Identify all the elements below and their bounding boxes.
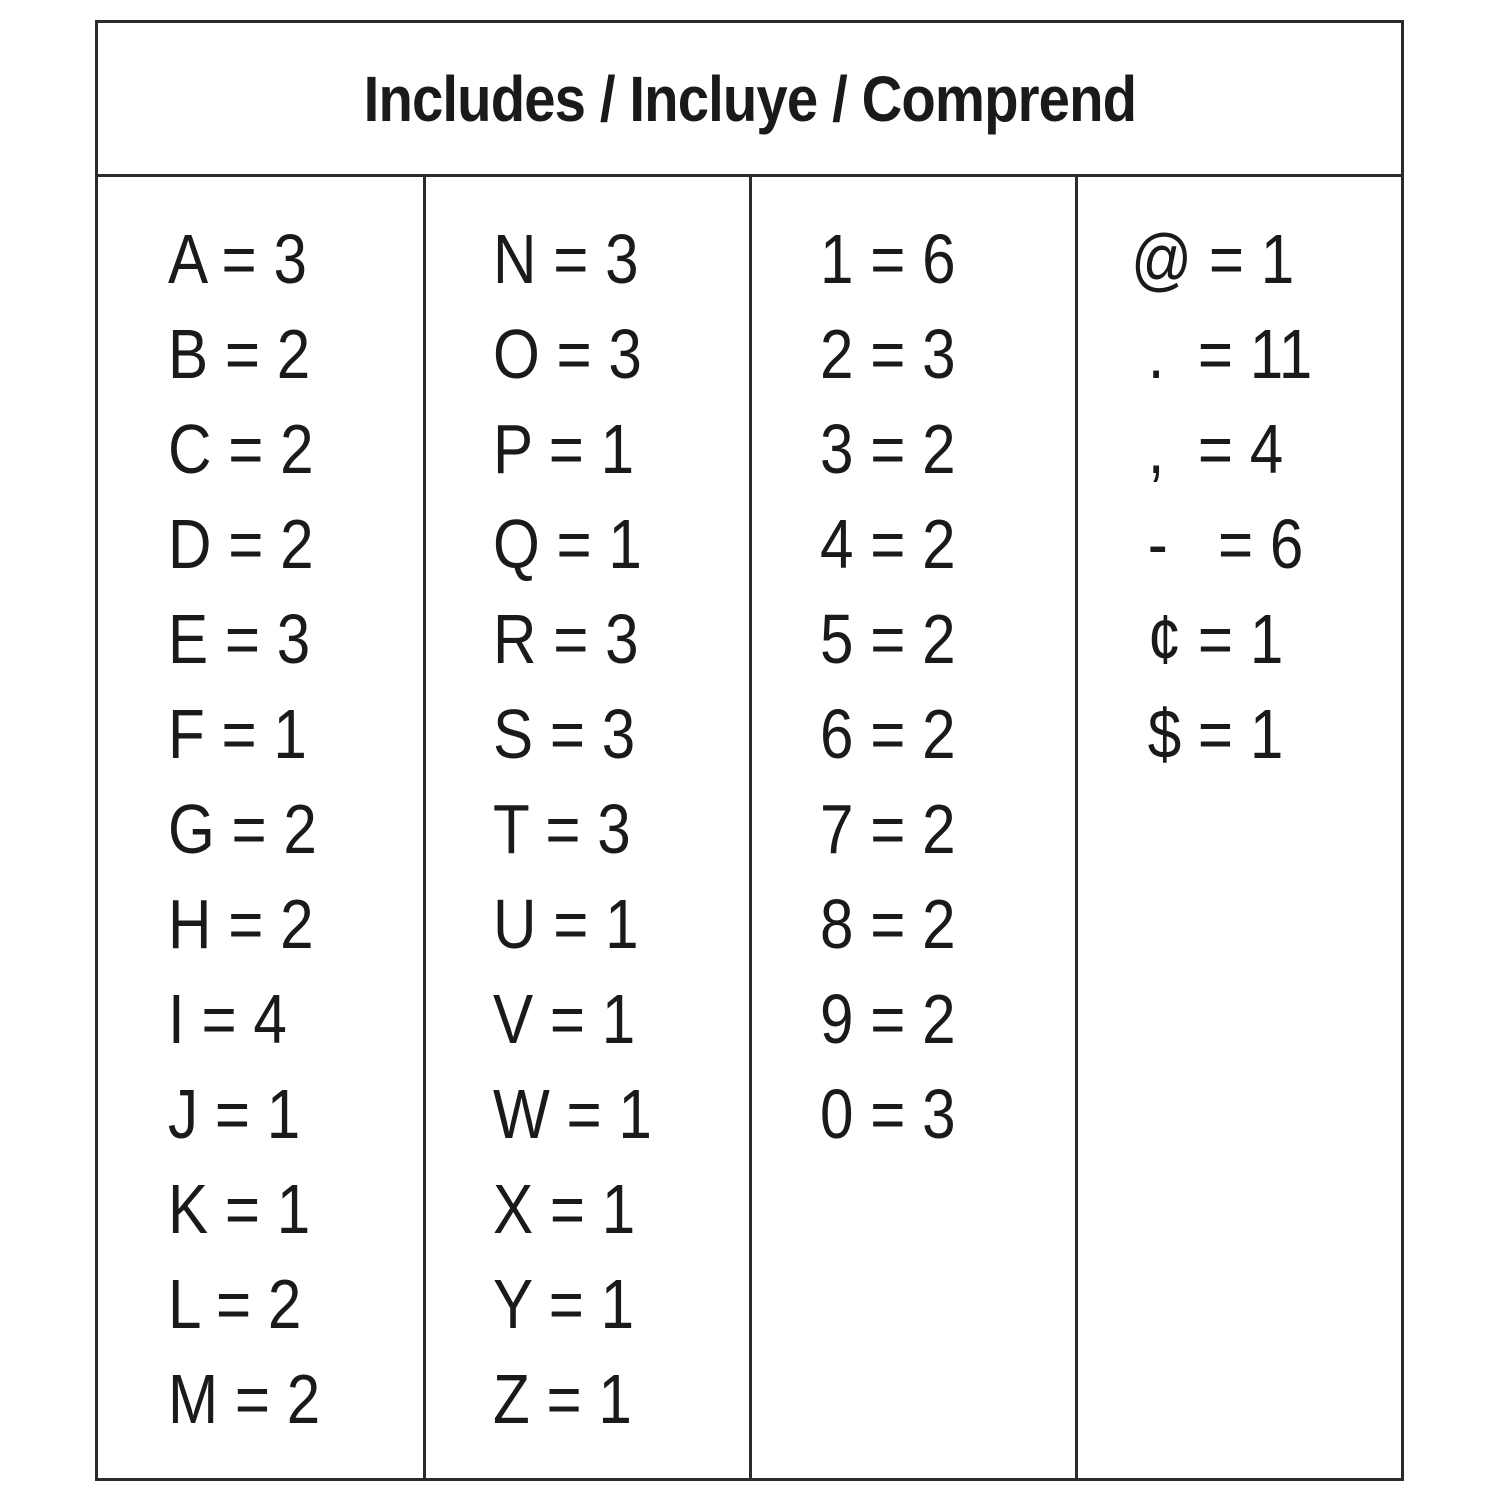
column-letters-a-m	[98, 177, 423, 1478]
column-digits	[752, 177, 1075, 1478]
count-entry: ¢ = 1	[1131, 600, 1284, 678]
count-entry: Y = 1	[493, 1265, 635, 1343]
count-entry: 6 = 2	[820, 695, 956, 773]
count-entry: Q = 1	[493, 505, 642, 583]
column-letters-n-z	[426, 177, 749, 1478]
count-entry: F = 1	[168, 695, 307, 773]
count-entry: 2 = 3	[820, 315, 956, 393]
count-entry: . = 11	[1131, 315, 1313, 393]
page-title: Includes / Incluye / Comprend	[363, 62, 1136, 135]
count-entry: 1 = 6	[820, 220, 956, 298]
count-entry: 4 = 2	[820, 505, 956, 583]
count-entry: A = 3	[168, 220, 307, 298]
count-entry: , = 4	[1131, 410, 1284, 488]
count-entry: D = 2	[168, 505, 314, 583]
count-entry: X = 1	[493, 1170, 636, 1248]
character-count-table	[95, 20, 1404, 1481]
count-entry: - = 6	[1131, 505, 1304, 583]
count-entry: @ = 1	[1131, 220, 1295, 298]
count-entry: P = 1	[493, 410, 635, 488]
count-entry: H = 2	[168, 885, 314, 963]
count-entry: $ = 1	[1131, 695, 1284, 773]
count-entry: R = 3	[493, 600, 639, 678]
count-entry: S = 3	[493, 695, 636, 773]
count-entry: 5 = 2	[820, 600, 956, 678]
count-entry: I = 4	[168, 980, 287, 1058]
column-symbols	[1078, 177, 1401, 1478]
count-entry: K = 1	[168, 1170, 311, 1248]
count-entry: Z = 1	[493, 1360, 632, 1438]
count-entry: C = 2	[168, 410, 314, 488]
count-entry: O = 3	[493, 315, 642, 393]
count-entry: J = 1	[168, 1075, 301, 1153]
count-entry: 8 = 2	[820, 885, 956, 963]
count-entry: T = 3	[493, 790, 631, 868]
count-entry: 3 = 2	[820, 410, 956, 488]
count-entry: L = 2	[168, 1265, 302, 1343]
count-entry: 7 = 2	[820, 790, 956, 868]
count-entry: U = 1	[493, 885, 639, 963]
count-entry: G = 2	[168, 790, 317, 868]
count-entry: N = 3	[493, 220, 639, 298]
table-header	[98, 23, 1401, 177]
count-entry: 0 = 3	[820, 1075, 956, 1153]
count-entry: V = 1	[493, 980, 636, 1058]
count-entry: 9 = 2	[820, 980, 956, 1058]
count-entry: B = 2	[168, 315, 311, 393]
count-entry: W = 1	[493, 1075, 652, 1153]
count-entry: E = 3	[168, 600, 311, 678]
count-entry: M = 2	[168, 1360, 321, 1438]
